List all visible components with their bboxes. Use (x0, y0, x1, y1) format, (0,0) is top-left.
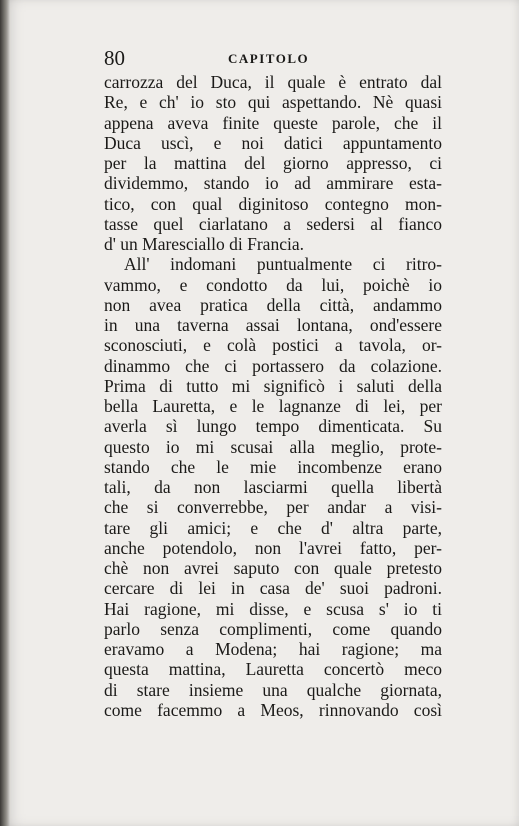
text-line: come facemmo a Meos, rinnovando così (104, 699, 442, 720)
text-line: dinammo che ci portassero da colazione. (104, 355, 442, 376)
text-line: Re, e ch' io sto qui aspettando. Nè quasi (104, 92, 442, 113)
text-line: questa mattina, Lauretta concertò meco (104, 659, 442, 680)
text-line: Duca uscì, e noi datici appuntamento (104, 132, 442, 153)
text-line: cercare di lei in casa de' suoi padroni. (104, 578, 442, 599)
body-text (104, 72, 442, 720)
page-number: 80 (104, 46, 125, 70)
text-line: che si converrebbe, per andar a visi- (104, 497, 442, 518)
text-line: questo io mi scusai alla meglio, prote- (104, 436, 442, 457)
text-line: per la mattina del giorno appresso, ci (104, 153, 442, 173)
text-line: Hai ragione, mi disse, e scusa s' io ti (104, 598, 442, 619)
page-gutter-shadow (0, 0, 10, 826)
text-line: tico, con qual diginitoso contegno mon- (104, 193, 442, 214)
text-line: tali, da non lasciarmi quella libertà (104, 477, 442, 497)
text-line: d' un Maresciallo di Francia. (104, 234, 304, 254)
text-line: bella Lauretta, e le lagnanze di lei, per (104, 396, 442, 416)
text-line: carrozza del Duca, il quale è entrato dal (104, 72, 442, 92)
text-line: stando che le mie incombenze erano (104, 456, 442, 477)
page-header (104, 46, 444, 70)
text-line: parlo senza complimenti, come quando (104, 618, 442, 639)
text-line: averla sì lungo tempo dimenticata. Su (104, 416, 442, 437)
text-line: dividemmo, stando io ad ammirare esta- (104, 173, 442, 194)
text-line: Prima di tutto mi significò i saluti della (104, 375, 442, 396)
text-line: tare gli amici; e che d' altra parte, (104, 517, 442, 538)
text-line: vammo, e condotto da lui, poichè io (104, 274, 442, 295)
text-line: chè non avrei saputo con quale pretesto (104, 558, 442, 578)
text-line: anche potendolo, non l'avrei fatto, per- (104, 537, 442, 558)
text-line: tasse quel ciarlatano a sedersi al fianco (104, 213, 442, 234)
text-line: sconosciuti, e colà postici a tavola, or- (104, 335, 442, 356)
text-line: non avea pratica della città, andammo (104, 294, 442, 315)
text-line: in una taverna assai lontana, ond'essere (104, 315, 442, 335)
text-line: appena aveva finite queste parole, che il (104, 112, 442, 133)
text-line: All' indomani puntualmente ci ritro- (124, 254, 442, 275)
text-line: eravamo a Modena; hai ragione; ma (104, 639, 442, 659)
text-line: di stare insieme una qualche giornata, (104, 679, 442, 700)
running-head: CAPITOLO (228, 51, 310, 66)
